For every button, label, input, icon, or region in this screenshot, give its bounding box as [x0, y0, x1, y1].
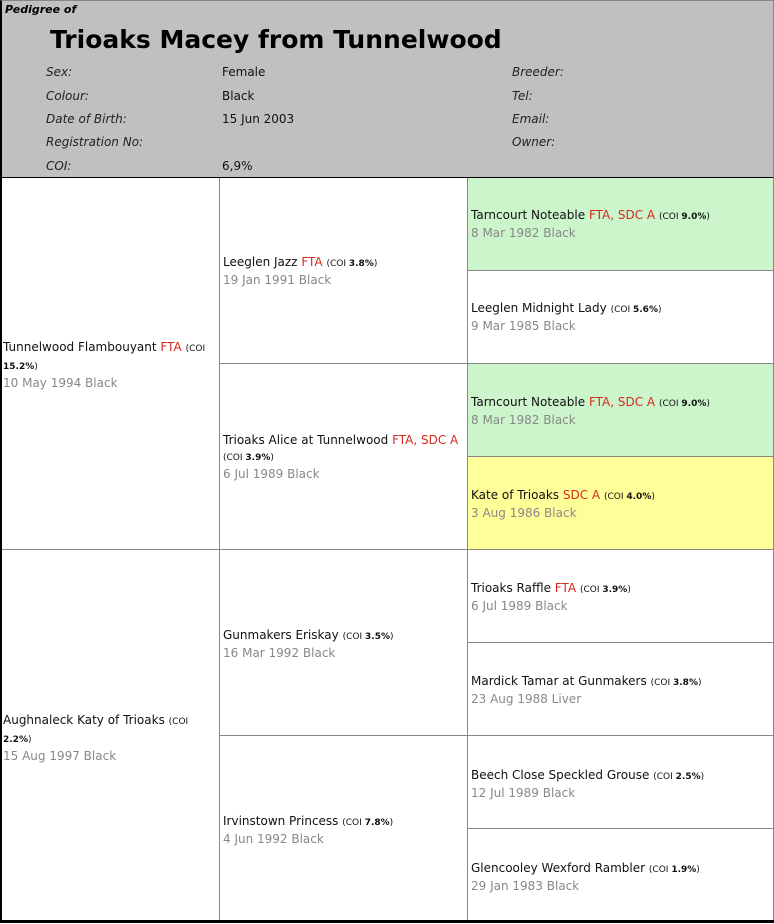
dam-sire-cell — [220, 550, 468, 736]
sire-name: Tunnelwood Flambouyant — [3, 340, 157, 354]
ddd-name: Glencooley Wexford Rambler — [471, 861, 646, 875]
sire-titles: FTA — [160, 340, 182, 354]
pedigree-header — [0, 0, 774, 179]
sdd-cell — [468, 457, 774, 550]
dam-name: Aughnaleck Katy of Trioaks — [3, 713, 165, 727]
ssd-entry — [471, 300, 770, 334]
dds-name: Beech Close Speckled Grouse — [471, 768, 650, 782]
dds-cell — [468, 736, 774, 829]
dam-sire-coi: (COI 3.5%) — [342, 632, 394, 642]
dam-entry — [3, 712, 216, 764]
ssd-coi: (COI 5.6%) — [610, 305, 662, 315]
ddd-coi: (COI 1.9%) — [648, 865, 700, 875]
ddd-info: 29 Jan 1983 Black — [471, 879, 580, 893]
pedigree-of-label: Pedigree of — [5, 3, 77, 16]
sire-dam-cell — [220, 364, 468, 550]
dam-coi: (COI 2.2%) — [3, 717, 189, 745]
sss-entry — [471, 207, 770, 241]
dss-cell — [468, 550, 774, 643]
sire-sire-coi: (COI 3.8%) — [326, 259, 378, 269]
dam-sire-info: 16 Mar 1992 Black — [223, 646, 336, 660]
grid-left-border — [0, 178, 2, 921]
ssd-cell — [468, 271, 774, 364]
dob-label: Date of Birth: — [46, 112, 127, 126]
sds-entry — [471, 394, 770, 428]
dam-dam-entry — [223, 813, 464, 847]
coi-label: COI: — [46, 159, 72, 173]
sex-label: Sex: — [46, 65, 73, 79]
sire-coi: (COI 15.2%) — [3, 344, 206, 372]
email-label: Email: — [512, 112, 550, 126]
sss-name: Tarncourt Noteable — [471, 208, 586, 222]
colour-value: Black — [222, 89, 255, 103]
sdd-coi: (COI 4.0%) — [603, 492, 655, 502]
dam-dam-info: 4 Jun 1992 Black — [223, 832, 324, 846]
coi-value: 6,9% — [222, 159, 253, 173]
dam-info: 15 Aug 1997 Black — [3, 749, 117, 763]
sire-dam-entry — [223, 432, 464, 482]
grid-bottom-border — [0, 920, 774, 923]
dds-info: 12 Jul 1989 Black — [471, 786, 576, 800]
sire-dam-titles: FTA, SDC A — [392, 433, 459, 447]
sire-cell — [0, 178, 220, 550]
sire-sire-info: 19 Jan 1991 Black — [223, 273, 332, 287]
ssd-info: 9 Mar 1985 Black — [471, 319, 576, 333]
ddd-entry — [471, 860, 770, 894]
sdd-info: 3 Aug 1986 Black — [471, 506, 577, 520]
sire-dam-coi: (COI 3.9%) — [223, 453, 274, 463]
tel-label: Tel: — [512, 89, 533, 103]
dam-sire-name: Gunmakers Eriskay — [223, 628, 339, 642]
sire-info: 10 May 1994 Black — [3, 376, 118, 390]
dsd-name: Mardick Tamar at Gunmakers — [471, 674, 647, 688]
dob-value: 15 Jun 2003 — [222, 112, 295, 126]
sdd-titles: SDC A — [562, 488, 601, 502]
sss-info: 8 Mar 1982 Black — [471, 226, 576, 240]
dsd-entry — [471, 673, 770, 707]
sex-value: Female — [222, 65, 266, 79]
sire-sire-entry — [223, 254, 464, 288]
sss-titles: FTA, SDC A — [588, 208, 656, 222]
dss-coi: (COI 3.9%) — [579, 585, 631, 595]
sds-coi: (COI 9.0%) — [658, 399, 710, 409]
sire-dam-info: 6 Jul 1989 Black — [223, 467, 320, 481]
dds-entry — [471, 767, 770, 801]
dss-entry — [471, 580, 770, 614]
sire-dam-name: Trioaks Alice at Tunnelwood — [223, 433, 389, 447]
sss-cell — [468, 178, 774, 271]
sds-cell — [468, 364, 774, 457]
registration-label: Registration No: — [46, 135, 144, 149]
ddd-cell — [468, 829, 774, 922]
sire-entry — [3, 339, 216, 391]
sds-info: 8 Mar 1982 Black — [471, 413, 576, 427]
sdd-entry — [471, 487, 770, 521]
dam-dam-name: Irvinstown Princess — [223, 814, 339, 828]
sds-name: Tarncourt Noteable — [471, 395, 586, 409]
dsd-cell — [468, 643, 774, 736]
dss-titles: FTA — [554, 581, 577, 595]
ssd-name: Leeglen Midnight Lady — [471, 301, 607, 315]
dog-name-title: Trioaks Macey from Tunnelwood — [50, 25, 502, 54]
dam-cell — [0, 550, 220, 922]
sdd-name: Kate of Trioaks — [471, 488, 560, 502]
breeder-label: Breeder: — [512, 65, 564, 79]
dss-info: 6 Jul 1989 Black — [471, 599, 568, 613]
sss-coi: (COI 9.0%) — [658, 212, 710, 222]
dss-name: Trioaks Raffle — [471, 581, 551, 595]
dam-dam-coi: (COI 7.8%) — [342, 818, 394, 828]
dam-sire-entry — [223, 627, 464, 661]
dsd-coi: (COI 3.8%) — [650, 678, 702, 688]
sire-sire-titles: FTA — [301, 255, 323, 269]
owner-label: Owner: — [512, 135, 556, 149]
sds-titles: FTA, SDC A — [588, 395, 656, 409]
colour-label: Colour: — [46, 89, 89, 103]
dds-coi: (COI 2.5%) — [653, 772, 705, 782]
sire-sire-name: Leeglen Jazz — [223, 255, 298, 269]
dsd-info: 23 Aug 1988 Liver — [471, 692, 582, 706]
sire-sire-cell — [220, 178, 468, 364]
dam-dam-cell — [220, 736, 468, 922]
